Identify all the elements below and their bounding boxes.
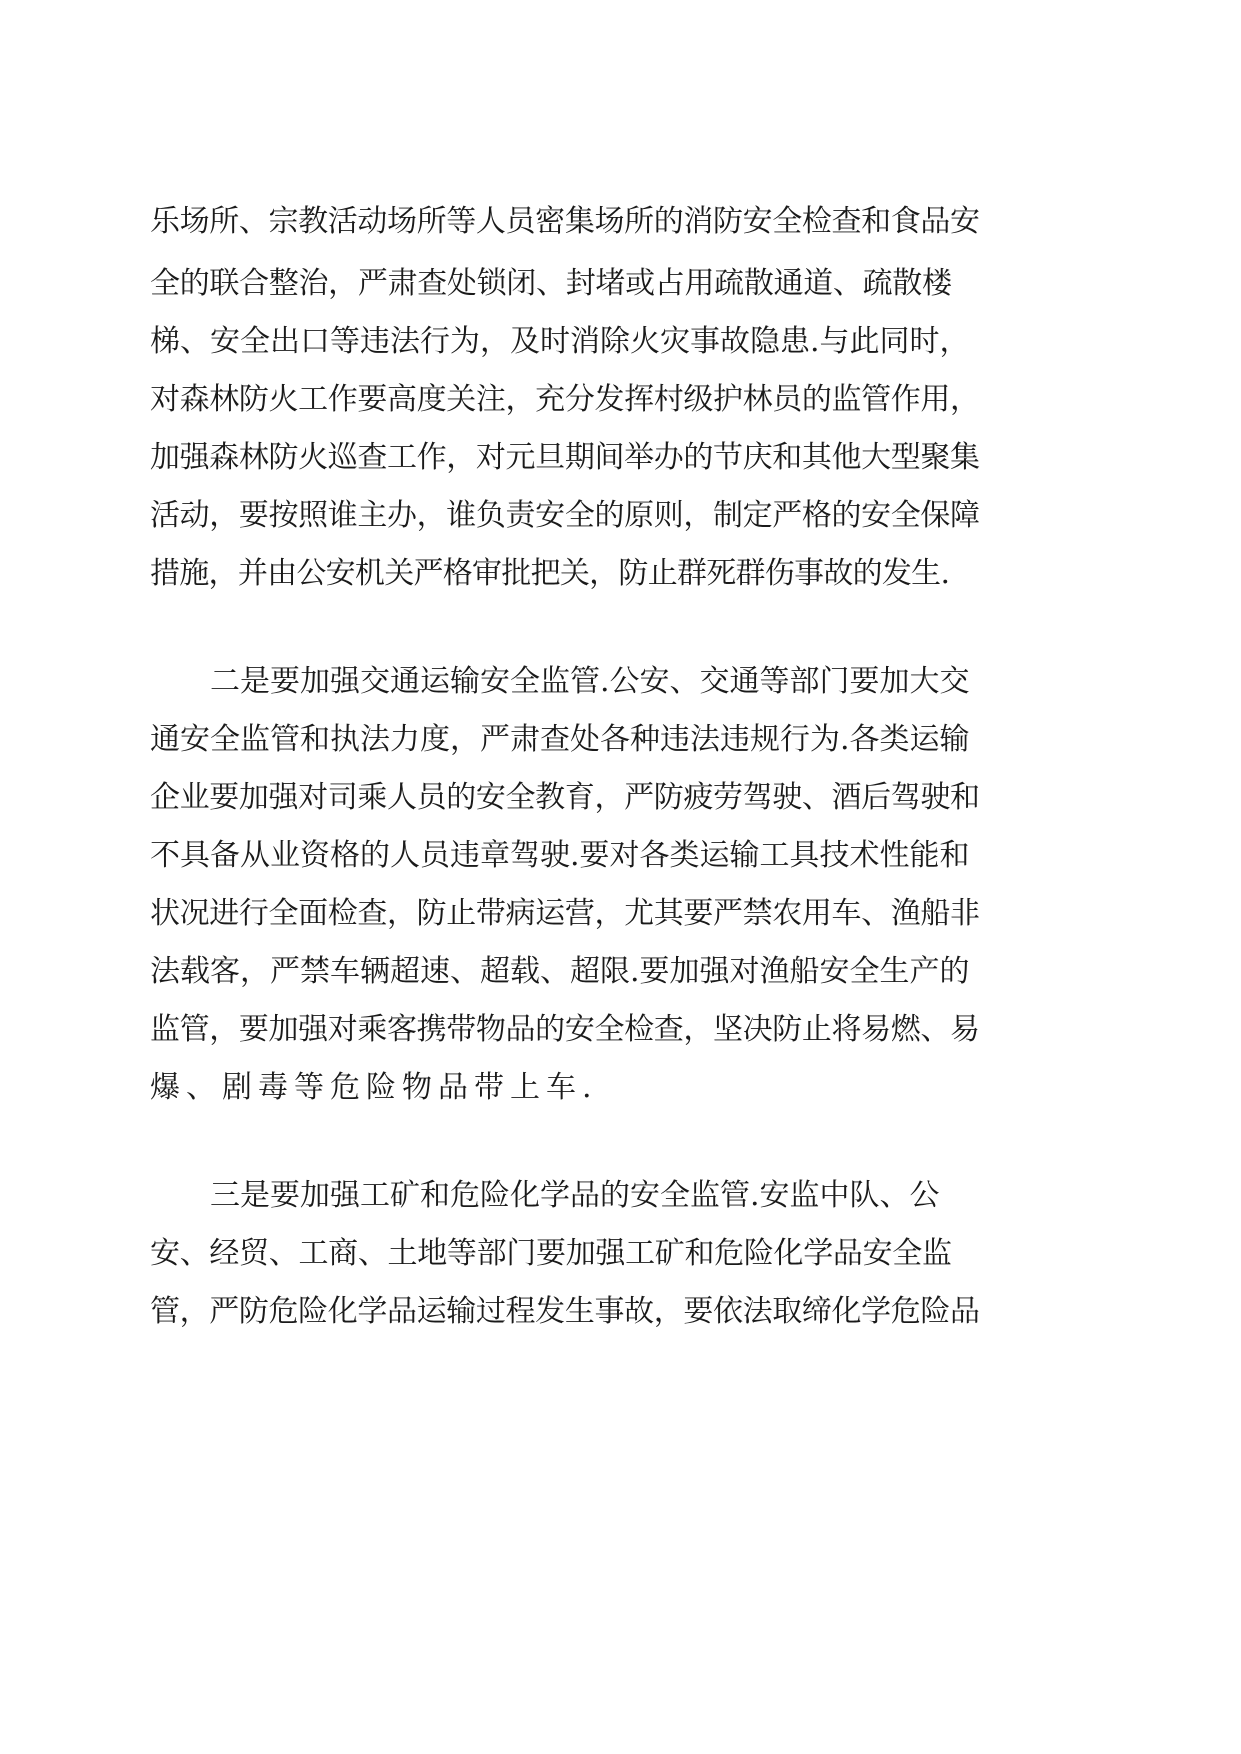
para3-line3: 管，严防危险化学品运输过程发生事故，要依法取缔化学危险品 xyxy=(150,1294,980,1329)
para1-line7: 措施，并由公安机关严格审批把关，防止群死群伤事故的发生. xyxy=(150,556,950,591)
para1-line3: 梯、安全出口等违法行为，及时消除火灾事故隐患.与此同时， xyxy=(150,324,970,359)
para1-line4: 对森林防火工作要高度关注，充分发挥村级护林员的监管作用， xyxy=(150,382,980,417)
para2-line1: 二是要加强交通运输安全监管.公安、交通等部门要加大交 xyxy=(210,664,970,699)
para2-line4: 不具备从业资格的人员违章驾驶.要对各类运输工具技术性能和 xyxy=(150,838,970,873)
para2-line3: 企业要加强对司乘人员的安全教育，严防疲劳驾驶、酒后驾驶和 xyxy=(150,780,980,815)
para2-line5: 状况进行全面检查，防止带病运营，尤其要严禁农用车、渔船非 xyxy=(150,896,980,931)
para3-line2: 安、经贸、工商、土地等部门要加强工矿和危险化学品安全监 xyxy=(150,1236,952,1271)
para1-line6: 活动，要按照谁主办，谁负责安全的原则，制定严格的安全保障 xyxy=(150,498,980,533)
para2-line2: 通安全监管和执法力度，严肃查处各种违法违规行为.各类运输 xyxy=(150,722,970,757)
para2-line6: 法载客，严禁车辆超速、超载、超限.要加强对渔船安全生产的 xyxy=(150,954,970,989)
para1-line5: 加强森林防火巡查工作，对元旦期间举办的节庆和其他大型聚集 xyxy=(150,440,980,475)
para1-line1: 乐场所、宗教活动场所等人员密集场所的消防安全检查和食品安 xyxy=(150,204,980,239)
para2-line8: 爆、剧毒等危险物品带上车. xyxy=(150,1070,598,1105)
para1-line2: 全的联合整治，严肃查处锁闭、封堵或占用疏散通道、疏散楼 xyxy=(150,266,952,301)
para2-line7: 监管，要加强对乘客携带物品的安全检查，坚决防止将易燃、易 xyxy=(150,1012,980,1047)
para3-line1: 三是要加强工矿和危险化学品的安全监管.安监中队、公 xyxy=(210,1178,940,1213)
